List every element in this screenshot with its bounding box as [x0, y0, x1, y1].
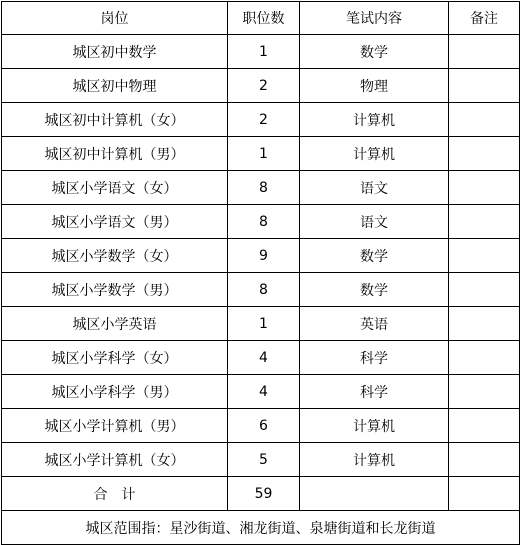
table-header-row — [2, 2, 520, 35]
exam-cell: 计算机 — [300, 137, 449, 171]
footnote: 城区范围指：星沙街道、湘龙街道、泉塘街道和长龙街道 — [2, 511, 520, 545]
total-label: 合 计 — [2, 477, 228, 511]
post-cell: 城区小学计算机（女） — [2, 443, 228, 477]
post-cell: 城区小学语文（女） — [2, 171, 228, 205]
total-note-empty — [449, 477, 520, 511]
table-row — [2, 103, 520, 137]
table-row — [2, 307, 520, 341]
count-cell: 5 — [228, 443, 300, 477]
table-row — [2, 239, 520, 273]
table-row — [2, 171, 520, 205]
footnote-row — [2, 511, 520, 545]
table-body — [2, 35, 520, 477]
count-cell: 2 — [228, 103, 300, 137]
exam-cell: 计算机 — [300, 103, 449, 137]
table-row — [2, 69, 520, 103]
table-row — [2, 375, 520, 409]
exam-cell: 数学 — [300, 273, 449, 307]
count-cell: 6 — [228, 409, 300, 443]
post-cell: 城区初中计算机（女） — [2, 103, 228, 137]
post-cell: 城区初中物理 — [2, 69, 228, 103]
count-cell: 8 — [228, 171, 300, 205]
note-cell — [449, 239, 520, 273]
note-cell — [449, 273, 520, 307]
recruitment-table — [1, 1, 520, 545]
post-cell: 城区小学数学（女） — [2, 239, 228, 273]
total-row — [2, 477, 520, 511]
note-cell — [449, 103, 520, 137]
exam-cell: 数学 — [300, 35, 449, 69]
table-row — [2, 35, 520, 69]
header-post: 岗位 — [2, 2, 228, 35]
table-row — [2, 443, 520, 477]
note-cell — [449, 171, 520, 205]
exam-cell: 数学 — [300, 239, 449, 273]
post-cell: 城区小学科学（女） — [2, 341, 228, 375]
count-cell: 4 — [228, 341, 300, 375]
count-cell: 8 — [228, 205, 300, 239]
count-cell: 8 — [228, 273, 300, 307]
note-cell — [449, 35, 520, 69]
exam-cell: 语文 — [300, 205, 449, 239]
exam-cell: 语文 — [300, 171, 449, 205]
post-cell: 城区小学计算机（男） — [2, 409, 228, 443]
count-cell: 4 — [228, 375, 300, 409]
exam-cell: 物理 — [300, 69, 449, 103]
exam-cell: 科学 — [300, 375, 449, 409]
count-cell: 1 — [228, 307, 300, 341]
post-cell: 城区小学数学（男） — [2, 273, 228, 307]
note-cell — [449, 375, 520, 409]
post-cell: 城区小学英语 — [2, 307, 228, 341]
post-cell: 城区小学科学（男） — [2, 375, 228, 409]
header-exam: 笔试内容 — [300, 2, 449, 35]
count-cell: 1 — [228, 35, 300, 69]
exam-cell: 计算机 — [300, 409, 449, 443]
count-cell: 9 — [228, 239, 300, 273]
count-cell: 2 — [228, 69, 300, 103]
table-row — [2, 205, 520, 239]
count-cell: 1 — [228, 137, 300, 171]
note-cell — [449, 69, 520, 103]
header-count: 职位数 — [228, 2, 300, 35]
total-value: 59 — [228, 477, 300, 511]
note-cell — [449, 443, 520, 477]
note-cell — [449, 409, 520, 443]
note-cell — [449, 307, 520, 341]
note-cell — [449, 205, 520, 239]
table-row — [2, 409, 520, 443]
exam-cell: 英语 — [300, 307, 449, 341]
table-row — [2, 273, 520, 307]
table-row — [2, 137, 520, 171]
exam-cell: 科学 — [300, 341, 449, 375]
header-note: 备注 — [449, 2, 520, 35]
note-cell — [449, 137, 520, 171]
post-cell: 城区小学语文（男） — [2, 205, 228, 239]
exam-cell: 计算机 — [300, 443, 449, 477]
post-cell: 城区初中计算机（男） — [2, 137, 228, 171]
post-cell: 城区初中数学 — [2, 35, 228, 69]
table-row — [2, 341, 520, 375]
note-cell — [449, 341, 520, 375]
total-exam-empty — [300, 477, 449, 511]
